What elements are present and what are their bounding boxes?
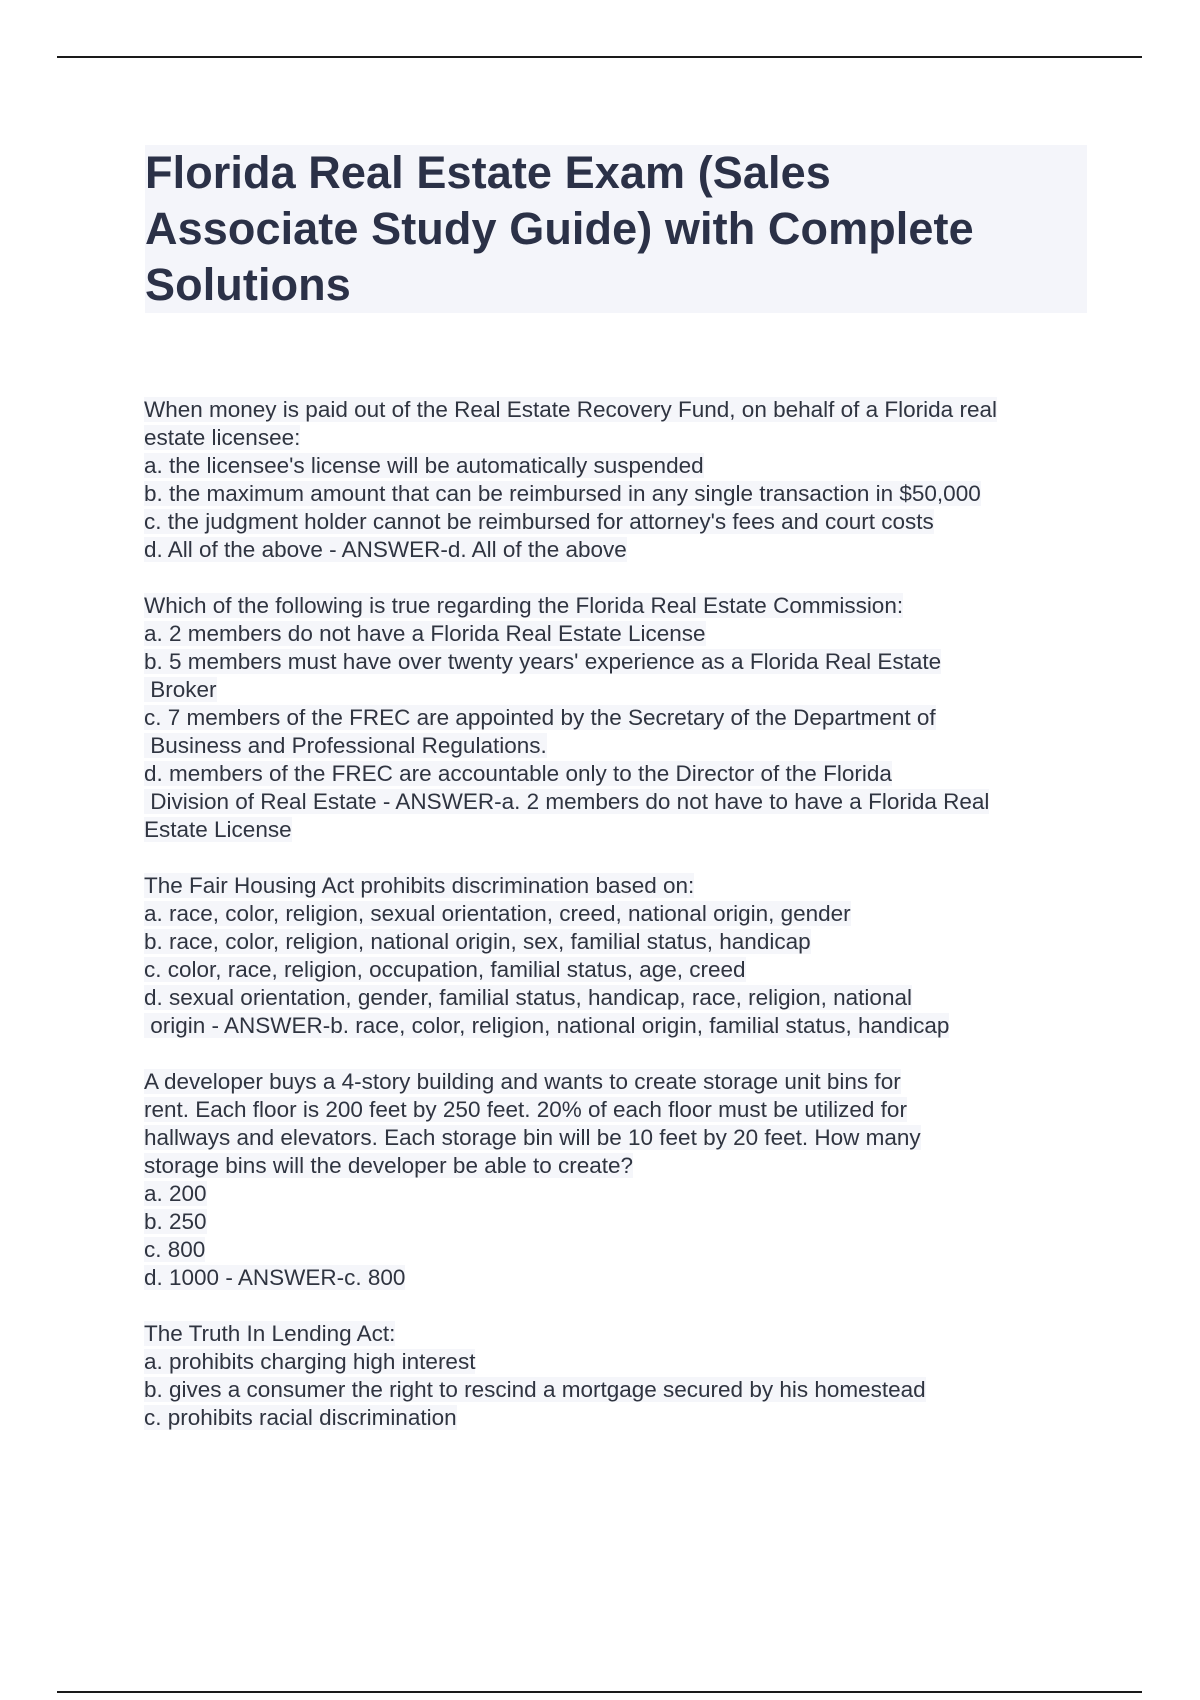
option-line: Business and Professional Regulations. [144,733,547,758]
option-line: b. the maximum amount that can be reimbursed in any single transaction in $50,000 [144,481,981,506]
question-line: The Fair Housing Act prohibits discrimination based on: [144,873,695,898]
question-block [144,1320,1104,1432]
option-line: d. sexual orientation, gender, familial status, handicap, race, religion, national [144,985,912,1010]
question-line: Which of the following is true regarding the Florida Real Estate Commission: [144,593,904,618]
option-line: a. 2 members do not have a Florida Real Estate License [144,621,706,646]
option-line: a. prohibits charging high interest [144,1349,476,1374]
title-line: Associate Study Guide) with Complete [145,203,974,254]
option-line: b. 250 [144,1209,207,1234]
option-line: c. 7 members of the FREC are appointed by the Secretary of the Department of [144,705,936,730]
bottom-rule [57,1691,1142,1693]
question-block [144,872,1104,1040]
question-block [144,592,1104,844]
option-line: a. race, color, religion, sexual orientation, creed, national origin, gender [144,901,851,926]
answer-line: d. All of the above - ANSWER-d. All of the above [144,537,627,562]
option-line: d. members of the FREC are accountable only to the Director of the Florida [144,761,892,786]
option-line: b. gives a consumer the right to rescind a mortgage secured by his homestead [144,1377,926,1402]
option-line: a. 200 [144,1181,207,1206]
questions-list [144,396,1104,1460]
question-line: A developer buys a 4-story building and wants to create storage unit bins for [144,1069,901,1094]
answer-line: Division of Real Estate - ANSWER-a. 2 members do not have to have a Florida Real [144,789,990,814]
title-line: Solutions [145,259,351,310]
question-line: estate licensee: [144,425,301,450]
document-title [145,145,1087,313]
option-line: c. color, race, religion, occupation, familial status, age, creed [144,957,746,982]
question-line: When money is paid out of the Real Estate Recovery Fund, on behalf of a Florida real [144,397,997,422]
option-line: c. the judgment holder cannot be reimbursed for attorney's fees and court costs [144,509,934,534]
answer-line: Estate License [144,817,292,842]
option-line: c. 800 [144,1237,206,1262]
option-line: Broker [144,677,217,702]
title-line: Florida Real Estate Exam (Sales [145,147,831,198]
question-line: rent. Each floor is 200 feet by 250 feet. 20% of each floor must be utilized for [144,1097,907,1122]
question-line: hallways and elevators. Each storage bin will be 10 feet by 20 feet. How many [144,1125,921,1150]
option-line: b. race, color, religion, national origin, sex, familial status, handicap [144,929,811,954]
question-line: The Truth In Lending Act: [144,1321,396,1346]
title-block [145,145,1087,313]
option-line: b. 5 members must have over twenty years' experience as a Florida Real Estate [144,649,942,674]
question-block [144,1068,1104,1292]
question-block [144,396,1104,564]
option-line: a. the licensee's license will be automatically suspended [144,453,704,478]
option-line: c. prohibits racial discrimination [144,1405,457,1430]
answer-line: origin - ANSWER-b. race, color, religion, national origin, familial status, handicap [144,1013,950,1038]
question-line: storage bins will the developer be able to create? [144,1153,634,1178]
answer-line: d. 1000 - ANSWER-c. 800 [144,1265,406,1290]
top-rule [57,56,1142,58]
